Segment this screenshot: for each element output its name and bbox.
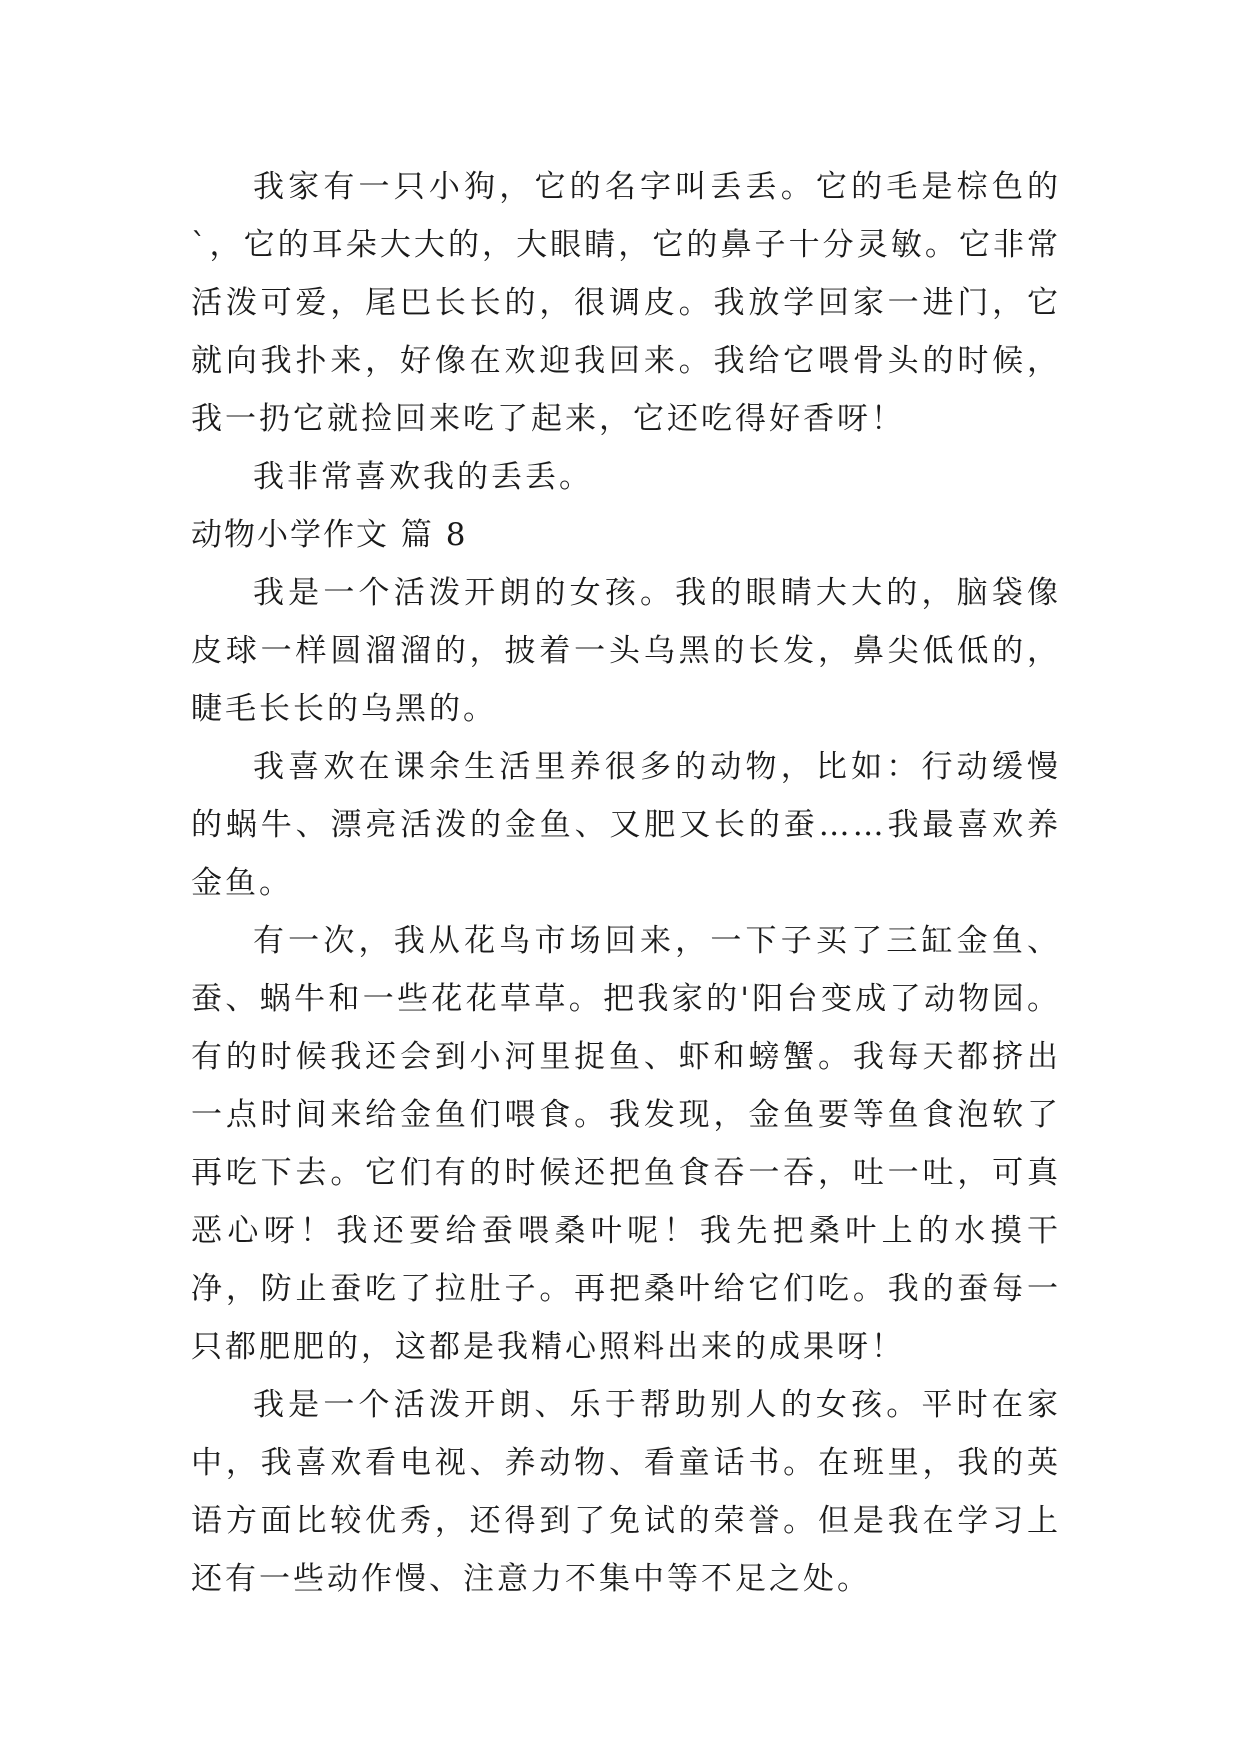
paragraph: 我是一个活泼开朗的女孩。我的眼睛大大的，脑袋像皮球一样圆溜溜的，披着一头乌黑的长发，鼻尖低低的，睫毛长长的乌黑的。 [191, 575, 1061, 727]
paragraph: 我喜欢在课余生活里养很多的动物，比如：行动缓慢的蜗牛、漂亮活泼的金鱼、又肥又长的蚕……我最喜欢养金鱼。 [191, 749, 1061, 901]
paragraph: 我非常喜欢我的丢丢。 [253, 459, 593, 495]
document-page [191, 158, 1061, 1608]
paragraph: 我是一个活泼开朗、乐于帮助别人的女孩。平时在家中，我喜欢看电视、养动物、看童话书。在班里，我的英语方面比较优秀，还得到了免试的荣誉。但是我在学习上还有一些动作慢、注意力不集中等不足之处。 [191, 1387, 1061, 1597]
paragraph: 有一次，我从花鸟市场回来，一下子买了三缸金鱼、蚕、蜗牛和一些花花草草。把我家的'阳台变成了动物园。有的时候我还会到小河里捉鱼、虾和螃蟹。我每天都挤出一点时间来给金鱼们喂食。我发现，金鱼要等鱼食泡软了再吃下去。它们有的时候还把鱼食吞一吞，吐一吐，可真恶心呀！我还要给蚕喂桑叶呢！我先把桑叶上的水摸干净，防止蚕吃了拉肚子。再把桑叶给它们吃。我的蚕每一只都肥肥的，这都是我精心照料出来的成果呀！ [191, 923, 1061, 1365]
section-heading: 动物小学作文 篇 8 [191, 517, 468, 553]
paragraph: 我家有一只小狗，它的名字叫丢丢。它的毛是棕色的`，它的耳朵大大的，大眼睛，它的鼻子十分灵敏。它非常活泼可爱，尾巴长长的，很调皮。我放学回家一进门，它就向我扑来，好像在欢迎我回来。我给它喂骨头的时候，我一扔它就捡回来吃了起来，它还吃得好香呀！ [191, 169, 1061, 437]
